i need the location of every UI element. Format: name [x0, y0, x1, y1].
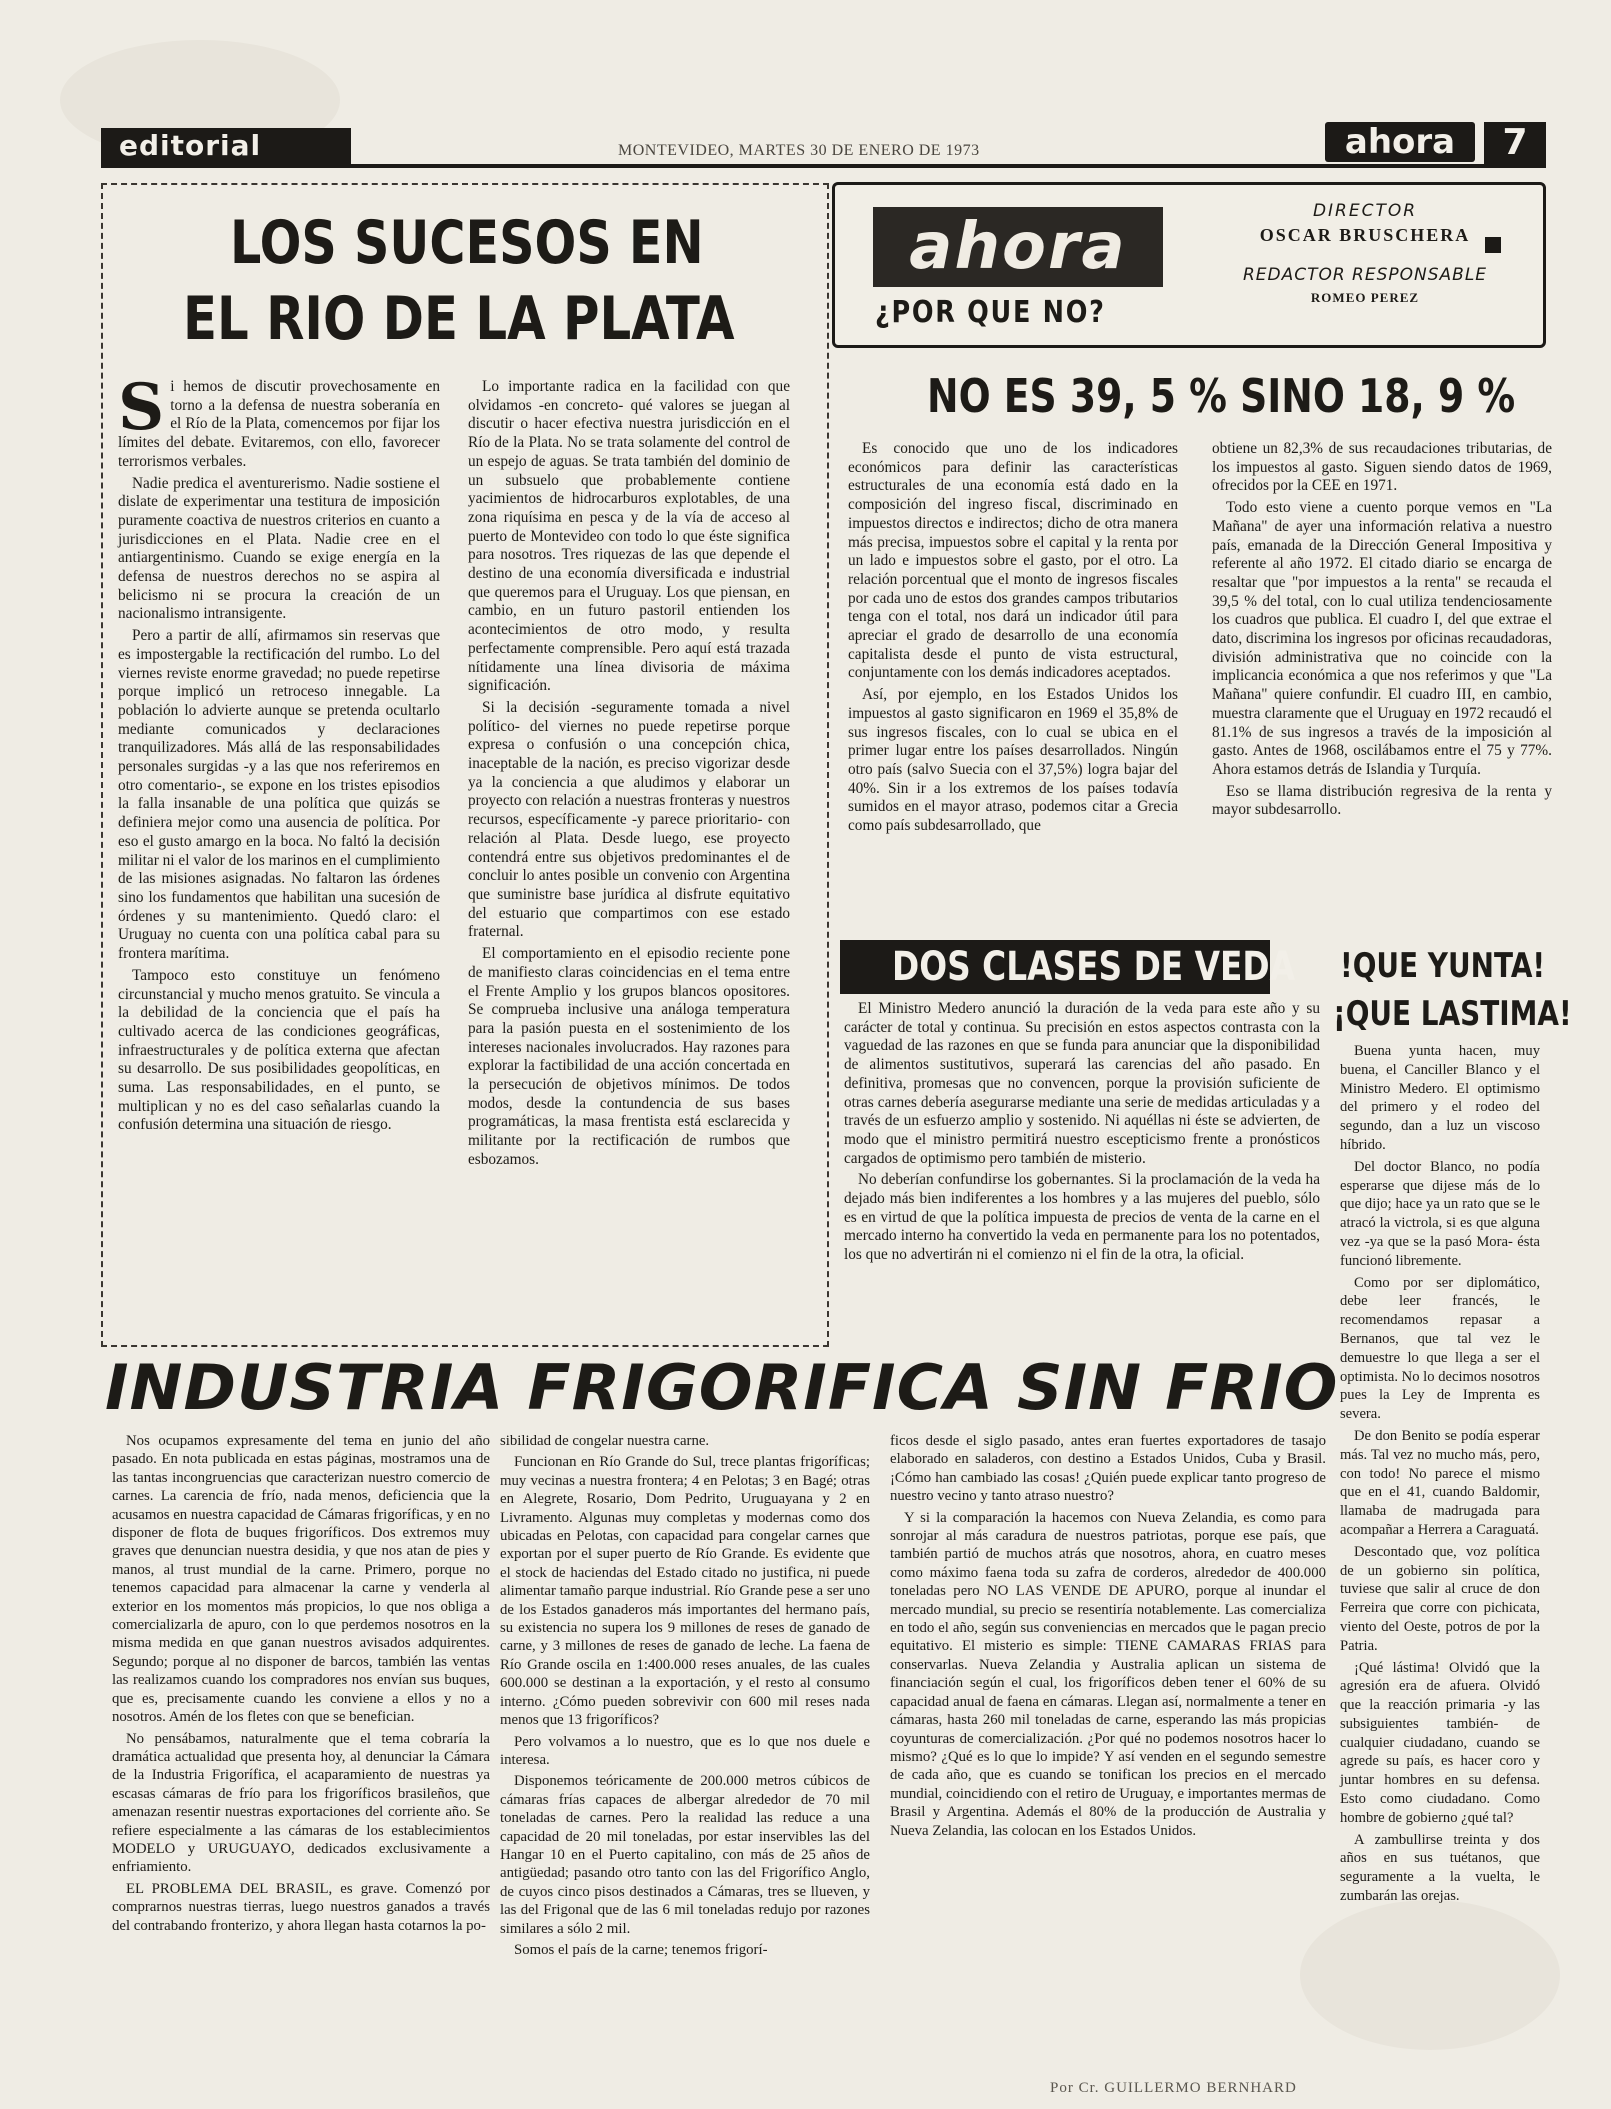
editorial-col1-p4: Tampoco esto constituye un fenómeno circunstancial y mucho menos gratuito. Se vincula a la debilidad de la conciencia que el país ha cultivado acerca de las condiciones geográficas, infraestructurales y de política externa que afectan su desarrollo. De sus posibilidades geopolíticas, en suma. Las responsabilidades, en el punto, se multiplican y no es del caso señalarlas cuando la confusión determina una situación de riesgo.	[118, 966, 440, 1134]
editorial-headline-line1: LOS SUCESOS EN	[230, 208, 704, 278]
redactor-name: ROMEO PEREZ	[1310, 290, 1420, 305]
editorial-col2-p1: Lo importante radica en la facilidad con que olvidamos -en concreto- qué valores se juegan al discutir o hacer efectiva nuestra jurisdicción en el Río de la Plata. No se trata solamente del control de un espejo de aguas. Se trata también del dominio de un subsuelo que probablemente contiene yacimientos de hidrocarburos explotables, de una zona riquísima en pesca y de la vía de acceso al puerto de Montevideo con todo lo que éste significa para nosotros. Tres riquezas de las que depende el destino de una economía diversificada e industrial que queremos para el Uruguay. Los que piensan, en cambio, en un futuro pastoril entienden los acontecimientos de otro modo, y resulta perfectamente comprensible. Pero aquí está trazada nítidamente una línea divisoria de máxima significación.	[468, 378, 790, 695]
ahora-slogan: ¿POR QUE NO?	[875, 295, 1106, 330]
yunta-body	[1340, 1042, 1540, 1909]
yunta-p4: De don Benito se podía esperar más. Tal vez no mucho más, pero, con todo! No parece el mismo que en el 41, cuando Baldomir, llamaba de madrugada para acompañar a Herrera a Caraguatá.	[1340, 1427, 1540, 1538]
industria-col1-p2: No pensábamos, naturalmente que el tema cobraría la dramática actualidad que presenta hoy, al denunciar la Cámara de la Industria Frigorífica, el acaparamiento de nuestras ya escasas cámaras de frío para los frigoríficos brasileños, que amenazan resentir nuestras exportaciones del corriente año. Se refiere especialmente a las cámaras de los establecimientos MODELO y URUGUAYO, dedicados exclusivamente a enfriamiento.	[112, 1730, 490, 1876]
yunta-p3: Como por ser diplomático, debe leer francés, le recomendamos repasar a Bernanos, que tal vez le demuestre lo que llega a ser el optimista. No lo decimos nosotros pues la Ley de Imprenta es severa.	[1340, 1274, 1540, 1423]
page-number: 7	[1484, 122, 1546, 164]
tax-col1-p2: Así, por ejemplo, en los Estados Unidos los impuestos al gasto significaron en 1969 el 35,8% de sus ingresos fiscales, con lo cual se ubica en el primer lugar entre los países desarrollados. Ningún otro país (salvo Suecia con el 37,5%) logra bajar del 40%. Sin ir a los extremos de los países todavía sumidos en el mayor atraso, podemos citar a Grecia como país subdesarrollado, que	[848, 686, 1178, 835]
tax-col2-p1: obtiene un 82,3% de sus recaudaciones tributarias, de los impuestos al gasto. Siguen siendo datos de 1969, ofrecidos por la CEE en 1971.	[1212, 440, 1552, 495]
industria-col3-p2: Y si la comparación la hacemos con Nueva Zelandia, es como para sonrojar al más caradura de nuestros patriotas, porque ese país, que también partió de muchos atrás que nosotros, ahora, en cuatro meses como máximo faena toda su zafra de corderos, alrededor de 400.000 toneladas pero NO LAS VENDE DE APURO, porque al inundar el mercado mundial, su precio se resentiría notablemente. Las comercializa en todo el año, según sus conveniencias en mercados que le pagan precio equitativo. El misterio es simple: TIENE CAMARAS FRIAS para conservarlas. Nueva Zelandia y Australia aplican un sistema de financiación según el cual, los frigoríficos deben tener el 60% de su capacidad anual de faena en cámaras. Llegan así, normalmente a tener en cámaras, hasta 260 mil toneladas de carne, esperando las más propicias coyunturas de comercialización. ¿Por qué no podemos nosotros hacer lo mismo? ¿Qué es lo que lo impide? Y así venden en el segundo semestre de cada año, que es cuando se tonifican los precios en el mercado mundial, coincidiendo con el retiro de Uruguay, e importantes mermas de Brasil y Argentina. Además el 80% de la producción de Australia y Nueva Zelandia, las colocan en los Estados Unidos.	[890, 1509, 1326, 1839]
yunta-p1: Buena yunta hacen, muy buena, el Canciller Blanco y el Ministro Medero. El optimismo del primero y el rodeo del segundo, dan a luz un viscoso híbrido.	[1340, 1043, 1540, 1153]
industria-column-1	[112, 1432, 490, 1938]
editorial-col1-first: i hemos de discutir provechosamente en torno a la defensa de nuestra soberanía en el Río de la Plata, comencemos por fijar los límites del debate. Evitaremos, con ello, favorecer terrorismos verbales.	[118, 378, 440, 470]
director-label: DIRECTOR	[1312, 201, 1418, 221]
tax-col1-p1: Es conocido que uno de los indicadores económicos para definir las características estructurales de una economía está dado en la composición del ingreso fiscal, discriminado en impuestos directos e indirectos; dicho de otra manera más precisa, impuestos sobre el capital y la renta por un lado e impuestos sobre el gasto, por el otro. La relación porcentual que el monto de ingresos fiscales por cada uno de estos dos grandes campos tributarios tenga con el total, nos dará un indicador útil para apreciar el grado de desarrollo de una economía capitalista desde el punto de vista estructural, conjuntamente con los demás indicadores aceptados.	[848, 440, 1178, 682]
editorial-headline-line2: EL RIO DE LA PLATA	[183, 284, 735, 354]
yunta-p5: Descontado que, voz política de un gobierno sin política, tuviese que salir al cruce de don Ferreira que corre con pichicata, viento del Oeste, potros de por la Patria.	[1340, 1543, 1540, 1654]
industria-col1-p3: EL PROBLEMA DEL BRASIL, es grave. Comenzó por comprarnos nuestras tierras, luego nuestros ganados a través del contrabando fronterizo, y ahora llegan hasta cotarnos la po-	[112, 1880, 490, 1934]
ahora-staff-box	[832, 182, 1546, 348]
yunta-p7: A zambullirse treinta y dos años en sus tuétanos, que seguramente a la vuelta, le zumbarán las orejas.	[1340, 1831, 1540, 1905]
paper-name-tag: ahora	[1325, 122, 1475, 162]
redactor-label: REDACTOR RESPONSABLE	[1242, 265, 1488, 285]
industria-col3-p1: ficos desde el siglo pasado, antes eran fuertes exportadores de tasajo elaborado en saladeros, con destino a Estados Unidos, Cuba y Brasil. ¡Cómo han cambiado las cosas! ¿Quién puede explicar tanto progreso de nuestro vecino y tanto atraso nuestro?	[890, 1433, 1326, 1505]
tax-col2-p2: Todo esto viene a cuento porque vemos en "La Mañana" de ayer una información relativa a nuestro país, emanada de la Dirección General Impositiva y referente al año 1972. El citado diario se encarga de resaltar que "por impuestos a la renta" se recauda el 39,5 % del total, con lo cual utiliza tendenciosamente los cuadros que publica. El cuadro I, del que extrae el dato, discrimina los ingresos por oficinas recaudadoras, división administrativa que no coincide con la implicancia económica a que nos referimos y que "La Mañana" quiere confundir. El cuadro III, en cambio, muestra claramente que el Uruguay en 1972 recaudó el 81.1% de sus ingresos a través de la imposición al gasto. Antes de 1968, oscilábamos entre el 75 y 77%. Ahora estamos detrás de Islandia y Turquía.	[1212, 499, 1552, 778]
dateline: MONTEVIDEO, MARTES 30 DE ENERO DE 1973	[618, 142, 980, 159]
tax-headline: NO ES 39, 5 % SINO 18, 9 %	[927, 369, 1516, 423]
tax-column-1	[848, 440, 1178, 839]
ahora-logo: ahora	[873, 207, 1163, 287]
industria-col2-p5: Somos el país de la carne; tenemos frigorí-	[514, 1941, 768, 1958]
yunta-p6: ¡Qué lástima! Olvidó que la agresión era de afuera. Olvidó que la reacción primaria -y las subsiguientes también- de cualquier ciudadano, cuando se agrede su país, es hacer coro y juntar hombres en su defensa. Esto como ciudadano. Como hombre de gobierno ¿qué tal?	[1340, 1659, 1540, 1826]
industria-col2-p3: Pero volvamos a lo nuestro, que es lo que nos duele e interesa.	[500, 1733, 870, 1768]
industria-col1-p1: Nos ocupamos expresamente del tema en junio del año pasado. En nota publicada en estas páginas, mostramos una de las tantas incongruencias que caracterizan nuestro comercio de carnes. La carencia de frío, nada menos, deficiencia que la acusamos en nuestra capacidad de Cámaras frigoríficas, y en no disponer de flota de buques frigoríficos. Dos extremos muy graves que denuncian nuestra desidia, y que nos atan de pies y manos, al trust mundial de la carne. Primero, porque no tenemos capacidad para almacenar la carne y venderla al exterior en los momentos más propicios, lo que nos obliga a comercializarla de apuro, con lo que perdemos nosotros en la misma medida en que ganan nuestros avisados adquirentes. Segundo; porque al no disponer de barcos, también las ventas las realizamos cuando los compradores nos envían sus buques, que es, precisamente cuando les conviene a ellos y no a nosotros. Amén de los fletes con que se benefician.	[112, 1433, 490, 1726]
veda-body	[844, 1000, 1320, 1268]
veda-headline: DOS CLASES DE VEDA	[892, 944, 1296, 990]
section-label: editorial	[101, 128, 351, 164]
editorial-col1-p3: Pero a partir de allí, afirmamos sin reservas que es impostergable la rectificación del rumbo. Lo del viernes reviste enorme gravedad; no puede repetirse porque implicó un retroceso innegable. La población lo advierte aunque se pretenda ocultarlo mediante comunicados y declaraciones tranquilizadores. Más allá de las responsabilidades personales surgidas -y a las que nos referiremos en otro comentario-, se expone en los tristes episodios la falla insanable de una política que quizás se definiera mejor como una ausencia de política. Por eso el gusto amargo en la boca. No faltó la decisión militar ni el valor de los marinos en el cumplimiento de las misiones asignadas. No faltaron las órdenes sino los fundamentos que habilitan una sucesión de órdenes y su mantenimiento. Quedó claro: el Uruguay no cuenta con una política cabal para su frontera marítima.	[118, 627, 440, 963]
editorial-dropcap: S	[118, 370, 165, 445]
editorial-col1-p2: Nadie predica el aventurerismo. Nadie sostiene el dislate de experimentar una testitura de imposición puramente coactiva de nuestros criterios en cuanto a jurisdicciones en el Plata. Nadie cree en el antiargentinismo. Cuando se exige energía en la defensa de nuestros derechos no se aspira al belicismo ni se procura la creación de un nacionalismo intransigente.	[118, 474, 440, 623]
editorial-column-1	[118, 370, 440, 1138]
veda-p1: El Ministro Medero anunció la duración de la veda para este año y su carácter de total y continua. Su precisión en estos aspectos contrasta con la vaguedad de las razones en que se funda para anunciar que la disponibilidad de alimentos sustitutivos, superará las carencias del año pasado. En definitiva, promesas que no convencen, porque la provisión suficiente de otras carnes debería asegurarse mediante una serie de medidas articuladas y a través de un esfuerzo amplio y sostenido. Ni aquéllas ni éste se advierten, de modo que el ministro permitirá nuestro escepticismo frente a pronósticos cargados de optimismo pero también de misterio.	[844, 1000, 1320, 1167]
editorial-column-2	[468, 378, 790, 1173]
industria-col2-p2: Funcionan en Río Grande do Sul, trece plantas frigoríficas; muy vecinas a nuestra frontera; 4 en Pelotas; 3 en Bagé; otras en Alegrete, Rosario, Dom Pedrito, Uruguayana y 2 en Livramento. Algunas muy completas y modernas como dos ubicadas en Pelotas, con capacidad para congelar carnes que exportan por el super puerto de Río Grande. Es evidente que el stock de haciendas del Estado citado no justifica, ni puede alimentar tamaño parque industrial. Río Grande pese a ser uno de los Estados ganaderos más importantes del hermano país, su existencia no supera los 9 millones de reses de ganado de carne, y 3 millones de reses de ganado de leche. La faena de Río Grande oscila en 1:400.000 reses anuales, de las cuales 600.000 se destinan a la exportación, y el resto al consumo interno. ¿Cómo pueden sobrevivir con 600 mil reses nada menos que 13 frigoríficos?	[500, 1454, 870, 1729]
veda-p2: No deberían confundirse los gobernantes. Si la proclamación de la veda ha dejado más bien indiferentes a los hombres y a las mujeres del pueblo, sólo es en virtud de que la política impuesta de precios de venta de la carne en el mercado interno ha convertido la veda en permanente para los no potentados, los que no advertirán ni el comienzo ni el fin de la otra, la oficial.	[844, 1171, 1320, 1264]
industria-column-2	[500, 1432, 870, 1962]
yunta-p2: Del doctor Blanco, no podía esperarse que dijese más de lo que dijo; hace ya un rato que se le atracó la victrola, si es que alguna vez -ya que se la pasó Mora- ésta funcionó libremente.	[1340, 1158, 1540, 1269]
tax-column-2	[1212, 440, 1552, 823]
yunta-headline-line1: !QUE YUNTA!	[1340, 946, 1546, 986]
industria-col2-p4: Disponemos teóricamente de 200.000 metros cúbicos de cámaras frías capaces de albergar alrededor de 70 mil toneladas de carnes. Pero la realidad las reduce a una capacidad de 20 mil toneladas, por estar inservibles las del Hangar 10 en el Puerto capitalino, con más de 25 años de antigüedad; pasando otro tanto con las del Frigorífico Anglo, de cuyos cinco pisos destinados a Cámaras, tres se llueven, y las del Frigonal que de las 6 mil toneladas redujo por razones similares a sólo 2 mil.	[500, 1773, 870, 1937]
veda-headline-bar	[840, 940, 1296, 994]
editorial-col2-p3: El comportamiento en el episodio reciente pone de manifiesto claras coincidencias en el tema entre el Frente Amplio y los grupos blancos opositores. Se comprueba inclusive una análoga temperatura para la pasión puesta en el sostenimiento de los intereses nacionales involucrados. Hay razones para explorar la factibilidad de una acción concertada en la persecución de objetivos mínimos. De todos modos, desde la contundencia de sus bases programáticas, la masa frentista está esclarecida y militante por la rectificación de rumbos que esbozamos.	[468, 945, 790, 1168]
industria-headline: INDUSTRIA FRIGORIFICA SIN FRIO	[105, 1351, 1339, 1424]
director-name: OSCAR BRUSCHERA	[1259, 225, 1471, 245]
yunta-headline-line2: ¡QUE LASTIMA!	[1333, 994, 1572, 1034]
industria-byline: Por Cr. GUILLERMO BERNHARD	[1050, 2080, 1297, 2096]
masthead-rule	[101, 164, 1546, 168]
industria-column-3	[890, 1432, 1326, 1843]
tax-col2-p3: Eso se llama distribución regresiva de la renta y mayor subdesarrollo.	[1212, 782, 1552, 819]
square-bullet-icon	[1485, 237, 1501, 253]
industria-col2-p1: sibilidad de congelar nuestra carne.	[500, 1433, 710, 1449]
editorial-col2-p2: Si la decisión -seguramente tomada a nivel político- del viernes no puede repetirse porque expresa o confusión o una concepción chica, inaceptable de la nación, es preciso vigorizar desde ya la conciencia a que aludimos y elaborar un proyecto con relación a nuestras fronteras y nuestros recursos, específicamente -y parece prioritario- con relación al Plata. Desde luego, ese proyecto contendrá entre sus objetivos predominantes el de concluir lo antes posible un convenio con Argentina que suministre base jurídica al disfrute equitativo del estuario que compartimos con ese estado fraternal.	[468, 698, 790, 941]
